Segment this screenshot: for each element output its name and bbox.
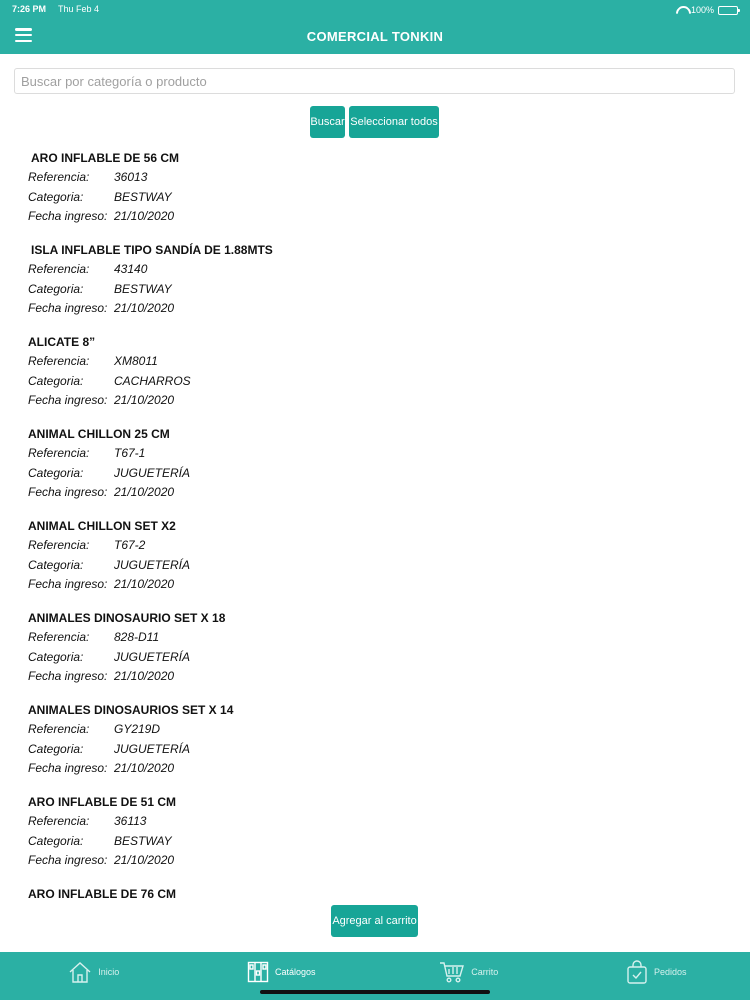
category-label: Categoria: — [28, 649, 84, 664]
product-category: BESTWAY — [114, 833, 172, 848]
product-item[interactable] — [0, 790, 750, 882]
product-item[interactable] — [0, 882, 750, 901]
product-reference: T67-2 — [114, 538, 146, 552]
tab-label: Carrito — [471, 967, 499, 977]
tab-carrito[interactable] — [375, 952, 563, 992]
product-item[interactable] — [0, 606, 750, 698]
product-item[interactable] — [0, 238, 750, 330]
product-reference: T67-1 — [114, 446, 146, 460]
category-label: Categoria: — [28, 833, 84, 848]
product-category: JUGUETERÍA — [114, 649, 191, 664]
reference-label: Referencia: — [28, 262, 90, 276]
search-button[interactable]: Buscar — [310, 106, 345, 138]
battery-icon — [718, 6, 738, 15]
product-reference: 36013 — [114, 170, 148, 184]
category-label: Categoria: — [28, 189, 84, 204]
bag-icon — [626, 960, 648, 984]
date-label: Fecha ingreso: — [28, 393, 108, 407]
add-to-cart-button[interactable]: Agregar al carrito — [331, 905, 418, 937]
product-name: ANIMALES DINOSAURIO SET X 18 — [28, 611, 226, 625]
tab-label: Pedidos — [653, 967, 687, 977]
category-label: Categoria: — [28, 281, 84, 296]
product-item[interactable] — [0, 422, 750, 514]
product-name: ARO INFLABLE DE 51 CM — [28, 795, 177, 809]
product-date: 21/10/2020 — [114, 209, 175, 223]
product-item[interactable] — [0, 146, 750, 238]
product-item[interactable] — [0, 330, 750, 422]
select-all-button[interactable]: Seleccionar todos — [349, 106, 439, 138]
product-category: JUGUETERÍA — [114, 741, 191, 756]
product-name: ARO INFLABLE DE 56 CM — [31, 151, 180, 165]
app-header — [0, 0, 750, 54]
wifi-icon — [676, 6, 687, 15]
date-label: Fecha ingreso: — [28, 761, 108, 775]
product-date: 21/10/2020 — [114, 577, 175, 591]
search-input[interactable] — [14, 68, 735, 94]
product-category: CACHARROS — [114, 373, 191, 388]
product-reference: XM8011 — [114, 354, 158, 368]
reference-label: Referencia: — [28, 446, 90, 460]
reference-label: Referencia: — [28, 722, 90, 736]
product-name: ISLA INFLABLE TIPO SANDÍA DE 1.88MTS — [31, 243, 273, 257]
product-date: 21/10/2020 — [114, 485, 175, 499]
product-date: 21/10/2020 — [114, 393, 175, 407]
product-category: BESTWAY — [114, 281, 172, 296]
tab-catalogos[interactable] — [188, 952, 376, 992]
tab-label: Inicio — [98, 967, 120, 977]
product-date: 21/10/2020 — [114, 301, 175, 315]
category-label: Categoria: — [28, 465, 84, 480]
product-date: 21/10/2020 — [114, 669, 175, 683]
date-label: Fecha ingreso: — [28, 485, 108, 499]
product-item[interactable] — [0, 514, 750, 606]
product-date: 21/10/2020 — [114, 761, 175, 775]
date-label: Fecha ingreso: — [28, 577, 108, 591]
date-label: Fecha ingreso: — [28, 301, 108, 315]
product-name: ANIMALES DINOSAURIOS SET X 14 — [28, 703, 234, 717]
page-title: COMERCIAL TONKIN — [306, 29, 444, 44]
status-bar — [12, 4, 738, 16]
product-date: 21/10/2020 — [114, 853, 175, 867]
battery-percent: 100% — [690, 5, 714, 15]
product-category: JUGUETERÍA — [114, 465, 191, 480]
reference-label: Referencia: — [28, 538, 90, 552]
status-time: 7:26 PM — [12, 4, 47, 14]
product-name: ANIMAL CHILLON 25 CM — [28, 427, 170, 441]
product-list[interactable] — [0, 146, 750, 901]
category-label: Categoria: — [28, 373, 84, 388]
date-label: Fecha ingreso: — [28, 853, 108, 867]
product-category: BESTWAY — [114, 189, 172, 204]
cart-icon — [439, 961, 465, 983]
category-label: Categoria: — [28, 741, 84, 756]
product-category: JUGUETERÍA — [114, 557, 191, 572]
date-label: Fecha ingreso: — [28, 669, 108, 683]
date-label: Fecha ingreso: — [28, 209, 108, 223]
home-icon — [68, 961, 92, 983]
reference-label: Referencia: — [28, 630, 90, 644]
product-reference: 36113 — [114, 814, 147, 828]
status-date: Thu Feb 4 — [58, 4, 100, 14]
product-reference: 828-D11 — [114, 630, 160, 644]
tab-pedidos[interactable] — [563, 952, 750, 992]
product-reference: 43140 — [114, 262, 148, 276]
category-label: Categoria: — [28, 557, 84, 572]
product-reference: GY219D — [114, 722, 161, 736]
product-name: ANIMAL CHILLON SET X2 — [28, 519, 176, 533]
product-name: ARO INFLABLE DE 76 CM — [28, 887, 177, 901]
home-indicator[interactable] — [260, 990, 490, 994]
status-right — [676, 4, 738, 16]
product-name: ALICATE 8” — [28, 335, 96, 349]
reference-label: Referencia: — [28, 814, 90, 828]
reference-label: Referencia: — [28, 354, 90, 368]
product-item[interactable] — [0, 698, 750, 790]
reference-label: Referencia: — [28, 170, 90, 184]
tab-label: Catálogos — [274, 967, 316, 977]
catalog-icon — [247, 961, 269, 983]
tab-inicio[interactable] — [0, 952, 188, 992]
